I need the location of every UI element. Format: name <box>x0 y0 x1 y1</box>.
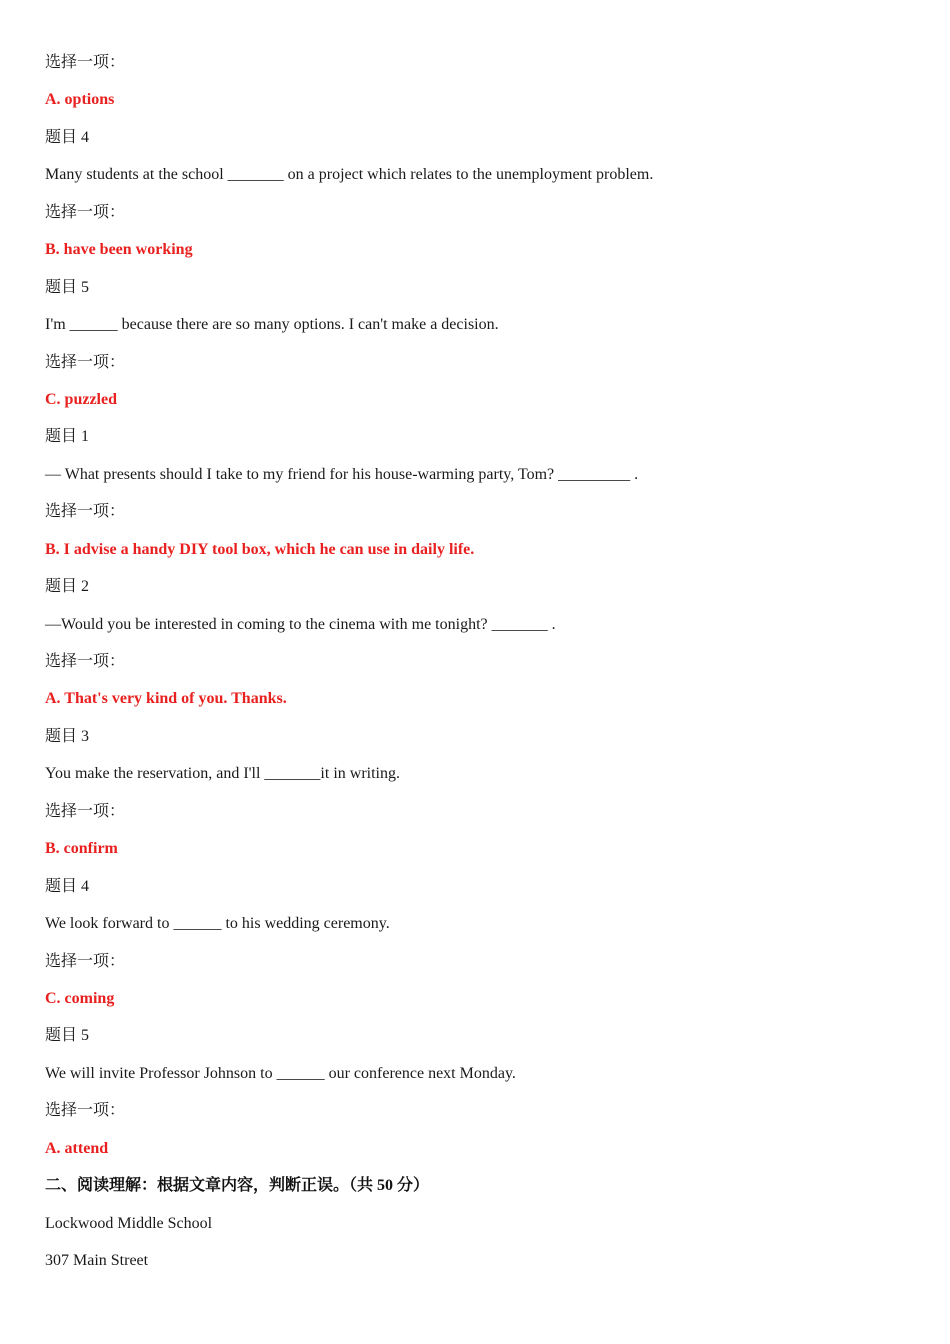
answer-text: B. I advise a handy DIY tool box, which he can use in daily life. <box>45 540 475 558</box>
question-text: We look forward to ______ to his wedding ceremony. <box>45 915 390 933</box>
question-number: 题目 3 <box>45 727 90 745</box>
question-number: 题目 5 <box>45 1027 90 1045</box>
choice-prompt: 选择一项： <box>45 503 126 521</box>
question-number: 题目 4 <box>45 128 90 146</box>
choice-prompt: 选择一项： <box>45 952 126 970</box>
question-text: I'm ______ because there are so many options. I can't make a decision. <box>45 316 499 334</box>
choice-prompt: 选择一项： <box>45 353 126 371</box>
answer-text: B. confirm <box>45 840 118 858</box>
question-text: —Would you be interested in coming to the cinema with me tonight? _______ . <box>45 615 556 633</box>
answer-text: A. options <box>45 91 115 109</box>
answer-text: A. attend <box>45 1139 109 1157</box>
question-number: 题目 1 <box>45 428 90 446</box>
question-number: 题目 4 <box>45 877 90 895</box>
choice-prompt: 选择一项： <box>45 802 126 820</box>
choice-prompt: 选择一项： <box>45 203 126 221</box>
answer-text: C. coming <box>45 989 115 1007</box>
question-number: 题目 5 <box>45 278 90 296</box>
answer-text: B. have been working <box>45 241 193 259</box>
section-heading: 二、阅读理解：根据文章内容，判断正误。（共 50 分） <box>45 1177 430 1195</box>
school-address: 307 Main Street <box>45 1252 149 1269</box>
question-number: 题目 2 <box>45 578 90 596</box>
choice-prompt: 选择一项： <box>45 653 126 670</box>
answer-text: C. puzzled <box>45 390 117 408</box>
document-body <box>45 50 905 1285</box>
question-text: — What presents should I take to my friend for his house-warming party, Tom? _________ . <box>45 465 639 483</box>
question-text: You make the reservation, and I'll _______it in writing. <box>45 765 400 783</box>
question-text: Many students at the school _______ on a project which relates to the unemployment problem. <box>45 166 654 184</box>
choice-prompt: 选择一项： <box>45 54 126 71</box>
question-text: We will invite Professor Johnson to ______ our conference next Monday. <box>45 1064 516 1082</box>
school-name: Lockwood Middle School <box>45 1214 213 1232</box>
choice-prompt: 选择一项： <box>45 1102 126 1120</box>
answer-text: A. That's very kind of you. Thanks. <box>45 690 287 708</box>
